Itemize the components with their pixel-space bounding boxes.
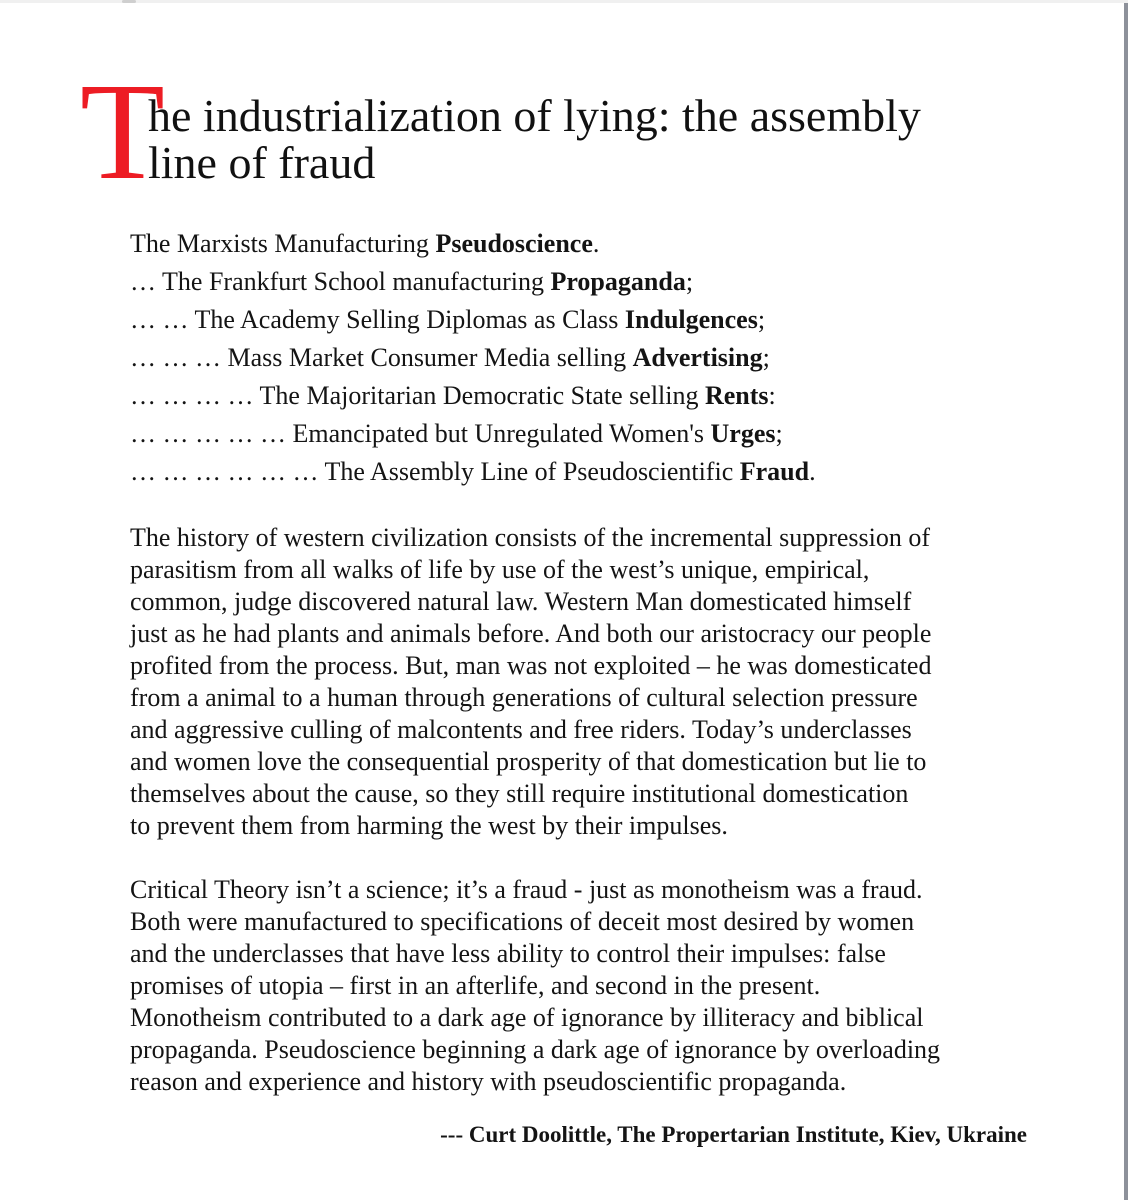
paragraph-critical-theory-line: Critical Theory isn’t a science; it’s a fraud - just as monotheism was a fraud. xyxy=(130,875,923,904)
manifesto-line-5-keyword: Rents xyxy=(704,381,769,410)
manifesto-line-5-punct: : xyxy=(768,381,776,410)
manifesto-line-3-punct: ; xyxy=(757,305,766,334)
paragraph-history-line: and aggressive culling of malcontents and free riders. Today’s underclasses xyxy=(130,715,912,744)
manifesto-line-2-text: … The Frankfurt School manufacturing xyxy=(130,267,551,296)
paragraph-history-line: just as he had plants and animals before. And both our aristocracy our people xyxy=(130,619,932,648)
manifesto-line-6-keyword: Urges xyxy=(710,419,776,448)
page-title xyxy=(148,92,921,186)
manifesto-line-3 xyxy=(130,301,816,339)
paragraph-critical-theory-line: Monotheism contributed to a dark age of ignorance by illiteracy and biblical xyxy=(130,1003,924,1032)
manifesto-line-5 xyxy=(130,377,816,415)
paragraph-history xyxy=(130,522,931,842)
title-line-1: he industrialization of lying: the assembly xyxy=(148,90,921,141)
manifesto-line-1-keyword: Pseudoscience xyxy=(435,229,593,258)
manifesto-line-3-keyword: Indulgences xyxy=(624,305,758,334)
manifesto-line-4 xyxy=(130,339,816,377)
manifesto-line-7-punct: . xyxy=(809,457,816,486)
manifesto-list xyxy=(130,225,816,491)
page-right-edge-bar xyxy=(1124,3,1128,1200)
manifesto-line-4-punct: ; xyxy=(762,343,770,372)
manifesto-line-7-text: … … … … … … The Assembly Line of Pseudoscientific xyxy=(130,457,740,486)
manifesto-line-7 xyxy=(130,453,816,491)
drop-cap-letter: T xyxy=(80,55,165,209)
paragraph-history-line: common, judge discovered natural law. Western Man domesticated himself xyxy=(130,587,912,616)
paragraph-history-line: and women love the consequential prosperity of that domestication but lie to xyxy=(130,747,927,776)
manifesto-line-1 xyxy=(130,225,816,263)
manifesto-line-2 xyxy=(130,263,816,301)
manifesto-line-2-punct: ; xyxy=(685,267,694,296)
paragraph-history-line: parasitism from all walks of life by use of the west’s unique, empirical, xyxy=(130,555,870,584)
manifesto-line-2-keyword: Propaganda xyxy=(550,267,686,296)
paragraph-critical-theory xyxy=(130,874,940,1098)
paragraph-history-line: profited from the process. But, man was not exploited – he was domesticated xyxy=(130,651,932,680)
paragraph-critical-theory-line: promises of utopia – first in an afterlife, and second in the present. xyxy=(130,971,821,1000)
paragraph-critical-theory-line: propaganda. Pseudoscience beginning a dark age of ignorance by overloading xyxy=(130,1035,941,1064)
paragraph-history-line: themselves about the cause, so they still require institutional domestication xyxy=(130,779,909,808)
manifesto-line-5-text: … … … … The Majoritarian Democratic State selling xyxy=(130,381,705,410)
manifesto-line-7-keyword: Fraud xyxy=(739,457,810,486)
paragraph-history-line: The history of western civilization consists of the incremental suppression of xyxy=(130,523,931,552)
horizontal-scrollbar-track[interactable] xyxy=(0,0,1128,3)
manifesto-line-4-text: … … … Mass Market Consumer Media selling xyxy=(130,343,633,372)
manifesto-line-6 xyxy=(130,415,816,453)
horizontal-scrollbar-thumb[interactable] xyxy=(122,0,136,3)
paragraph-history-line: to prevent them from harming the west by their impulses. xyxy=(130,811,728,840)
manifesto-line-4-keyword: Advertising xyxy=(632,343,763,372)
manifesto-line-3-text: … … The Academy Selling Diplomas as Class xyxy=(130,305,625,334)
manifesto-line-6-punct: ; xyxy=(775,419,783,448)
manifesto-line-1-text: The Marxists Manufacturing xyxy=(130,229,436,258)
paragraph-critical-theory-line: and the underclasses that have less ability to control their impulses: false xyxy=(130,939,886,968)
manifesto-line-6-text: … … … … … Emancipated but Unregulated Women's xyxy=(130,419,711,448)
paragraph-critical-theory-line: Both were manufactured to specifications of deceit most desired by women xyxy=(130,907,915,936)
manifesto-line-1-punct: . xyxy=(592,229,600,258)
title-line-2: line of fraud xyxy=(148,137,376,188)
paragraph-critical-theory-line: reason and experience and history with pseudoscientific propaganda. xyxy=(130,1067,847,1096)
paragraph-history-line: from a animal to a human through generations of cultural selection pressure xyxy=(130,683,918,712)
attribution-line: --- Curt Doolittle, The Propertarian Institute, Kiev, Ukraine xyxy=(440,1122,1027,1147)
